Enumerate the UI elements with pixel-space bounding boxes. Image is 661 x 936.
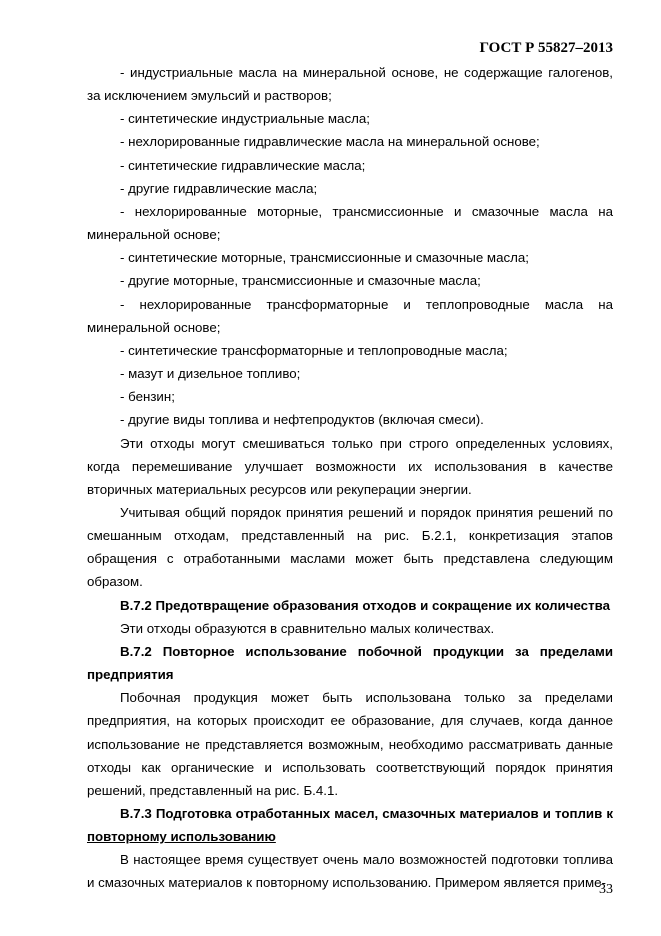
section-heading-preparation-main: В.7.3 Подготовка отработанных масел, смазочных материалов и топлив к [120, 806, 613, 821]
paragraph-decision-order: Учитывая общий порядок принятия решений и порядок принятия решений по смешанным отходам, представленный на рис. Б.2.1, конкретизация этапов обращения с отработанными маслами может быть представлена следующим образом. [87, 504, 613, 590]
list-item: - нехлорированные моторные, трансмиссионные и смазочные масла на минеральной основе; [87, 203, 613, 243]
page-number: 33 [599, 882, 613, 897]
section-text-reuse: Побочная продукция может быть использована только за пределами предприятия, на которых происходит ее образование, для случаев, когда данное использование не представляется возможным, необходимо рассматривать данные отходы как органические и использовать соответствующий порядок принятия решений, представленный на рис. Б.4.1. [87, 690, 613, 798]
list-item: - бензин; [120, 389, 175, 405]
paragraph-mixing: Эти отходы могут смешиваться только при строго определенных условиях, когда перемешивание улучшает возможности их использования в качестве вторичных материальных ресурсов или рекуперации энергии. [87, 435, 613, 497]
document-body [87, 61, 613, 895]
list-item: - другие моторные, трансмиссионные и смазочные масла; [120, 273, 481, 289]
list-item: - синтетические моторные, трансмиссионные и смазочные масла; [120, 250, 529, 266]
section-heading-preparation-underlined: повторному использованию [87, 829, 276, 845]
list-item: - индустриальные масла на минеральной основе, не содержащие галогенов, за исключением эмульсий и растворов; [87, 65, 613, 104]
section-text-preparation: В настоящее время существует очень мало возможностей подготовки топлива и смазочных материалов к повторному использованию. Примером является приме- [87, 852, 613, 891]
list-item: - нехлорированные трансформаторные и теплопроводные масла на минеральной основе; [87, 296, 613, 335]
list-item: - мазут и дизельное топливо; [120, 366, 301, 382]
list-item: - синтетические индустриальные масла; [120, 111, 370, 127]
list-item: - другие виды топлива и нефтепродуктов (включая смеси). [120, 412, 484, 428]
document-id-header: ГОСТ Р 55827–2013 [479, 40, 613, 56]
list-item: - синтетические гидравлические масла; [120, 157, 366, 173]
list-item: - другие гидравлические масла; [120, 180, 318, 196]
section-heading-reuse: В.7.2 Повторное использование побочной продукции за пределами предприятия [87, 643, 613, 683]
section-heading-preparation [87, 802, 613, 848]
list-item: - нехлорированные гидравлические масла на минеральной основе; [120, 134, 540, 150]
list-item: - синтетические трансформаторные и теплопроводные масла; [120, 342, 508, 358]
section-heading-prevention: В.7.2 Предотвращение образования отходов и сокращение их количества [120, 597, 610, 613]
section-text-prevention: Эти отходы образуются в сравнительно малых количествах. [120, 620, 495, 636]
